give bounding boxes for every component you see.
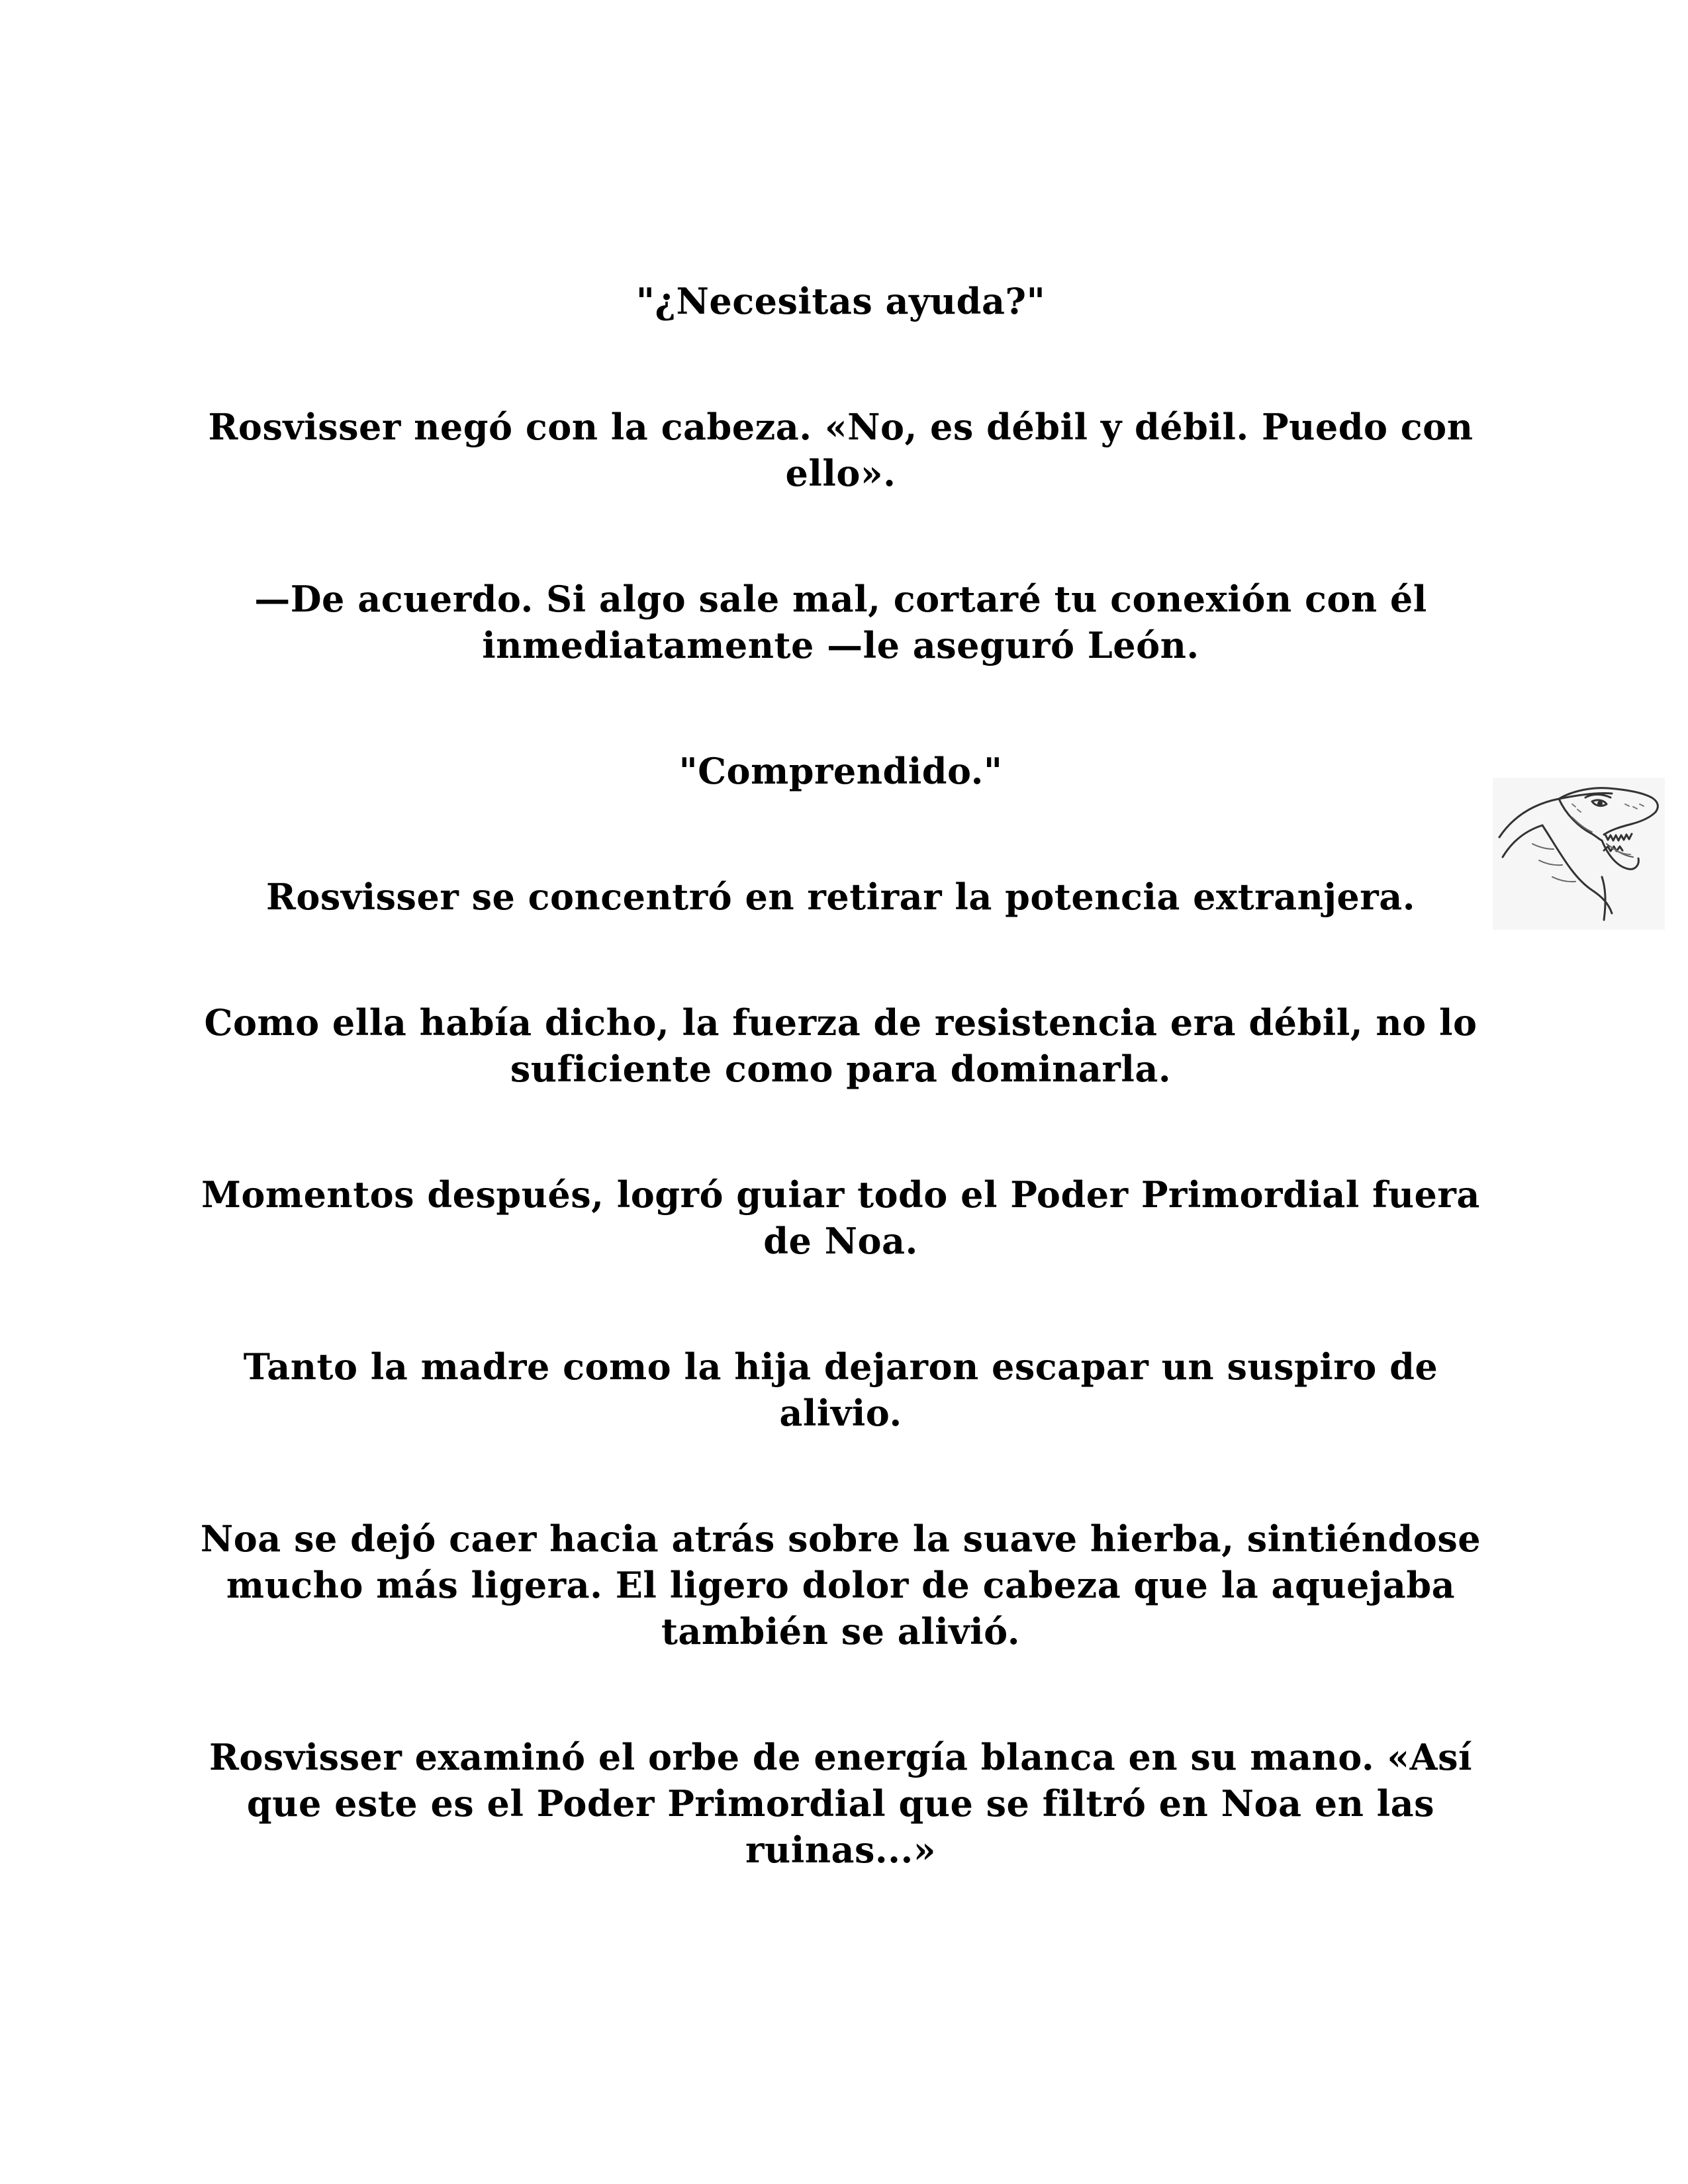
paragraph: Noa se dejó caer hacia atrás sobre la suave hierba, sintiéndose mucho más ligera. El ligero dolor de cabeza que la aquejaba también se alivió. — [200, 1518, 1481, 1653]
paragraph: Rosvisser negó con la cabeza. «No, es débil y débil. Puedo con ello». — [208, 406, 1474, 494]
paragraph: Como ella había dicho, la fuerza de resistencia era débil, no lo suficiente como para dominarla. — [204, 1001, 1477, 1090]
paragraph: Rosvisser examinó el orbe de energía blanca en su mano. «Así que este es el Poder Primordial que se filtró en Noa en las ruinas...» — [209, 1736, 1472, 1871]
paragraph: "Comprendido." — [679, 750, 1003, 792]
dinosaur-sketch-icon — [1493, 778, 1665, 930]
paragraph: Momentos después, logró guiar todo el Poder Primordial fuera de Noa. — [201, 1173, 1480, 1262]
paragraph: —De acuerdo. Si algo sale mal, cortaré tu conexión con él inmediatamente —le aseguró León. — [254, 578, 1427, 666]
text-column — [199, 278, 1483, 1873]
paragraph: Tanto la madre como la hija dejaron escapar un suspiro de alivio. — [243, 1345, 1438, 1434]
paragraph: "¿Necesitas ayuda?" — [635, 280, 1046, 322]
paragraph: Rosvisser se concentró en retirar la potencia extranjera. — [265, 876, 1416, 918]
